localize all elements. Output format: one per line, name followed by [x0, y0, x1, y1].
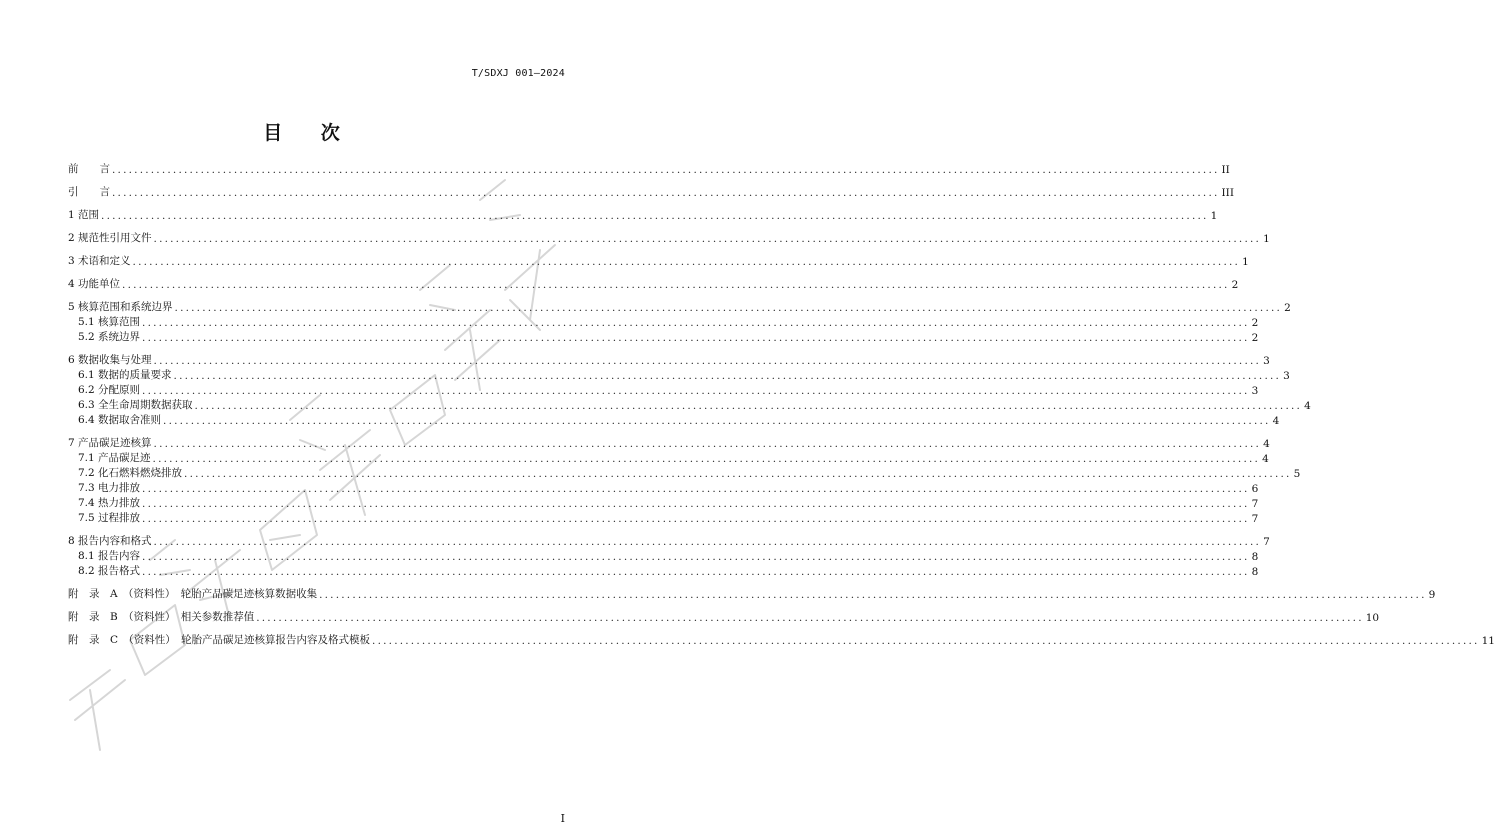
toc-entry-label: 6.3 全生命周期数据获取	[78, 399, 193, 411]
toc-entry[interactable]	[68, 354, 1270, 367]
toc-page-number: 4	[1262, 453, 1269, 465]
toc-entry[interactable]	[68, 512, 1259, 525]
toc-leader-dots: ........................................................................................................................................................................................................	[142, 332, 1250, 344]
toc-entry-label: 1 范围	[68, 209, 100, 221]
toc-entry[interactable]	[68, 588, 1436, 601]
toc-entry-label: 8.1 报告内容	[78, 550, 141, 562]
toc-page-number: 6	[1251, 483, 1259, 495]
toc-entry-label: 7.1 产品碳足迹	[78, 452, 151, 464]
toc-page-number: 4	[1272, 415, 1280, 427]
toc-page-number: 1	[1263, 233, 1270, 245]
toc-page-number: 7	[1263, 536, 1270, 548]
table-of-contents	[68, 163, 1495, 647]
toc-page-number: 8	[1251, 566, 1259, 578]
toc-leader-dots: ........................................................................................................................................................................................................	[112, 187, 1220, 199]
toc-entry-label: 附 录 B （资料性） 相关参数推荐值	[68, 611, 255, 623]
toc-entry[interactable]	[68, 232, 1270, 245]
toc-leader-dots: ........................................................................................................................................................................................................	[184, 468, 1292, 480]
toc-entry-label: 附 录 C （资料性） 轮胎产品碳足迹核算报告内容及格式模板	[68, 634, 371, 646]
toc-entry-label: 6 数据收集与处理	[68, 354, 152, 366]
toc-entry[interactable]	[68, 255, 1249, 268]
toc-leader-dots: ........................................................................................................................................................................................................	[319, 589, 1427, 601]
toc-entry[interactable]	[68, 437, 1270, 450]
page-title: 目 次	[263, 122, 342, 144]
toc-leader-dots: ........................................................................................................................................................................................................	[142, 483, 1250, 495]
toc-entry-label: 4 功能单位	[68, 278, 121, 290]
toc-page-number: 9	[1428, 589, 1436, 601]
toc-entry-label: 5 核算范围和系统边界	[68, 301, 173, 313]
toc-entry[interactable]	[68, 452, 1269, 465]
toc-leader-dots: ........................................................................................................................................................................................................	[163, 415, 1271, 427]
toc-page-number: 2	[1284, 302, 1291, 314]
toc-entry[interactable]	[68, 186, 1234, 199]
toc-entry[interactable]	[68, 316, 1259, 329]
toc-leader-dots: ........................................................................................................................................................................................................	[153, 233, 1262, 245]
toc-leader-dots: ........................................................................................................................................................................................................	[142, 566, 1250, 578]
toc-entry[interactable]	[68, 611, 1380, 624]
toc-entry[interactable]	[68, 163, 1230, 176]
toc-page-number: 4	[1263, 438, 1270, 450]
toc-entry[interactable]	[68, 369, 1290, 382]
toc-page-number: 10	[1365, 612, 1380, 624]
toc-entry-label: 前 言	[68, 163, 110, 175]
toc-entry-label: 附 录 A （资料性） 轮胎产品碳足迹核算数据收集	[68, 588, 318, 600]
toc-entry[interactable]	[68, 331, 1259, 344]
toc-entry-label: 6.1 数据的质量要求	[78, 369, 172, 381]
toc-entry[interactable]	[68, 399, 1311, 412]
toc-page-number: 5	[1293, 468, 1301, 480]
toc-leader-dots: ........................................................................................................................................................................................................	[142, 385, 1250, 397]
toc-entry[interactable]	[68, 565, 1259, 578]
toc-entry-label: 8.2 报告格式	[78, 565, 141, 577]
toc-page-number: 1	[1242, 256, 1249, 268]
toc-page-number: 2	[1231, 279, 1239, 291]
toc-entry[interactable]	[68, 634, 1495, 647]
toc-page-number: 8	[1251, 551, 1259, 563]
toc-page-number: 3	[1251, 385, 1259, 397]
toc-entry-label: 7.2 化石燃料燃烧排放	[78, 467, 183, 479]
toc-leader-dots: ........................................................................................................................................................................................................	[194, 400, 1303, 412]
toc-leader-dots: ........................................................................................................................................................................................................	[132, 256, 1241, 268]
toc-leader-dots: ........................................................................................................................................................................................................	[152, 453, 1261, 465]
toc-page-number: 7	[1251, 513, 1259, 525]
toc-leader-dots: ........................................................................................................................................................................................................	[122, 279, 1230, 291]
toc-entry[interactable]	[68, 550, 1259, 563]
toc-entry[interactable]	[68, 482, 1259, 495]
toc-leader-dots: ........................................................................................................................................................................................................	[142, 317, 1250, 329]
toc-page-number: 3	[1283, 370, 1290, 382]
toc-leader-dots: ........................................................................................................................................................................................................	[142, 551, 1250, 563]
toc-entry-label: 7 产品碳足迹核算	[68, 437, 152, 449]
toc-leader-dots: ........................................................................................................................................................................................................	[101, 210, 1209, 222]
toc-page-number: 3	[1263, 355, 1270, 367]
toc-entry[interactable]	[68, 278, 1239, 291]
toc-page-number: III	[1221, 187, 1234, 199]
toc-page-number: 4	[1304, 400, 1311, 412]
toc-page-number: 2	[1251, 317, 1259, 329]
toc-entry[interactable]	[68, 467, 1301, 480]
toc-entry-label: 8 报告内容和格式	[68, 535, 152, 547]
toc-entry[interactable]	[68, 384, 1259, 397]
toc-leader-dots: ........................................................................................................................................................................................................	[142, 498, 1250, 510]
toc-leader-dots: ........................................................................................................................................................................................................	[112, 164, 1220, 176]
toc-leader-dots: ........................................................................................................................................................................................................	[153, 355, 1262, 367]
toc-page-number: 2	[1251, 332, 1259, 344]
toc-entry-label: 2 规范性引用文件	[68, 232, 152, 244]
toc-entry-label: 6.2 分配原则	[78, 384, 141, 396]
toc-leader-dots: ........................................................................................................................................................................................................	[153, 536, 1262, 548]
toc-page-number: 7	[1251, 498, 1259, 510]
toc-leader-dots: ........................................................................................................................................................................................................	[372, 635, 1480, 647]
toc-entry-label: 引 言	[68, 186, 110, 198]
page-number: I	[560, 812, 565, 825]
toc-leader-dots: ........................................................................................................................................................................................................	[142, 513, 1250, 525]
toc-entry[interactable]	[68, 209, 1218, 222]
toc-entry-label: 5.2 系统边界	[78, 331, 141, 343]
toc-entry-label: 7.4 热力排放	[78, 497, 141, 509]
toc-entry[interactable]	[68, 414, 1280, 427]
toc-leader-dots: ........................................................................................................................................................................................................	[256, 612, 1364, 624]
toc-entry[interactable]	[68, 497, 1259, 510]
toc-leader-dots: ........................................................................................................................................................................................................	[153, 438, 1262, 450]
toc-entry[interactable]	[68, 535, 1270, 548]
toc-entry[interactable]	[68, 301, 1291, 314]
toc-page-number: 1	[1210, 210, 1218, 222]
toc-entry-label: 3 术语和定义	[68, 255, 131, 267]
toc-page-number: II	[1221, 164, 1230, 176]
standard-code: T/SDXJ 001—2024	[471, 68, 565, 79]
toc-leader-dots: ........................................................................................................................................................................................................	[174, 302, 1283, 314]
toc-entry-label: 7.3 电力排放	[78, 482, 141, 494]
toc-leader-dots: ........................................................................................................................................................................................................	[173, 370, 1282, 382]
toc-page-number: 11	[1481, 635, 1495, 647]
toc-entry-label: 6.4 数据取舍准则	[78, 414, 162, 426]
toc-entry-label: 7.5 过程排放	[78, 512, 141, 524]
toc-entry-label: 5.1 核算范围	[78, 316, 141, 328]
